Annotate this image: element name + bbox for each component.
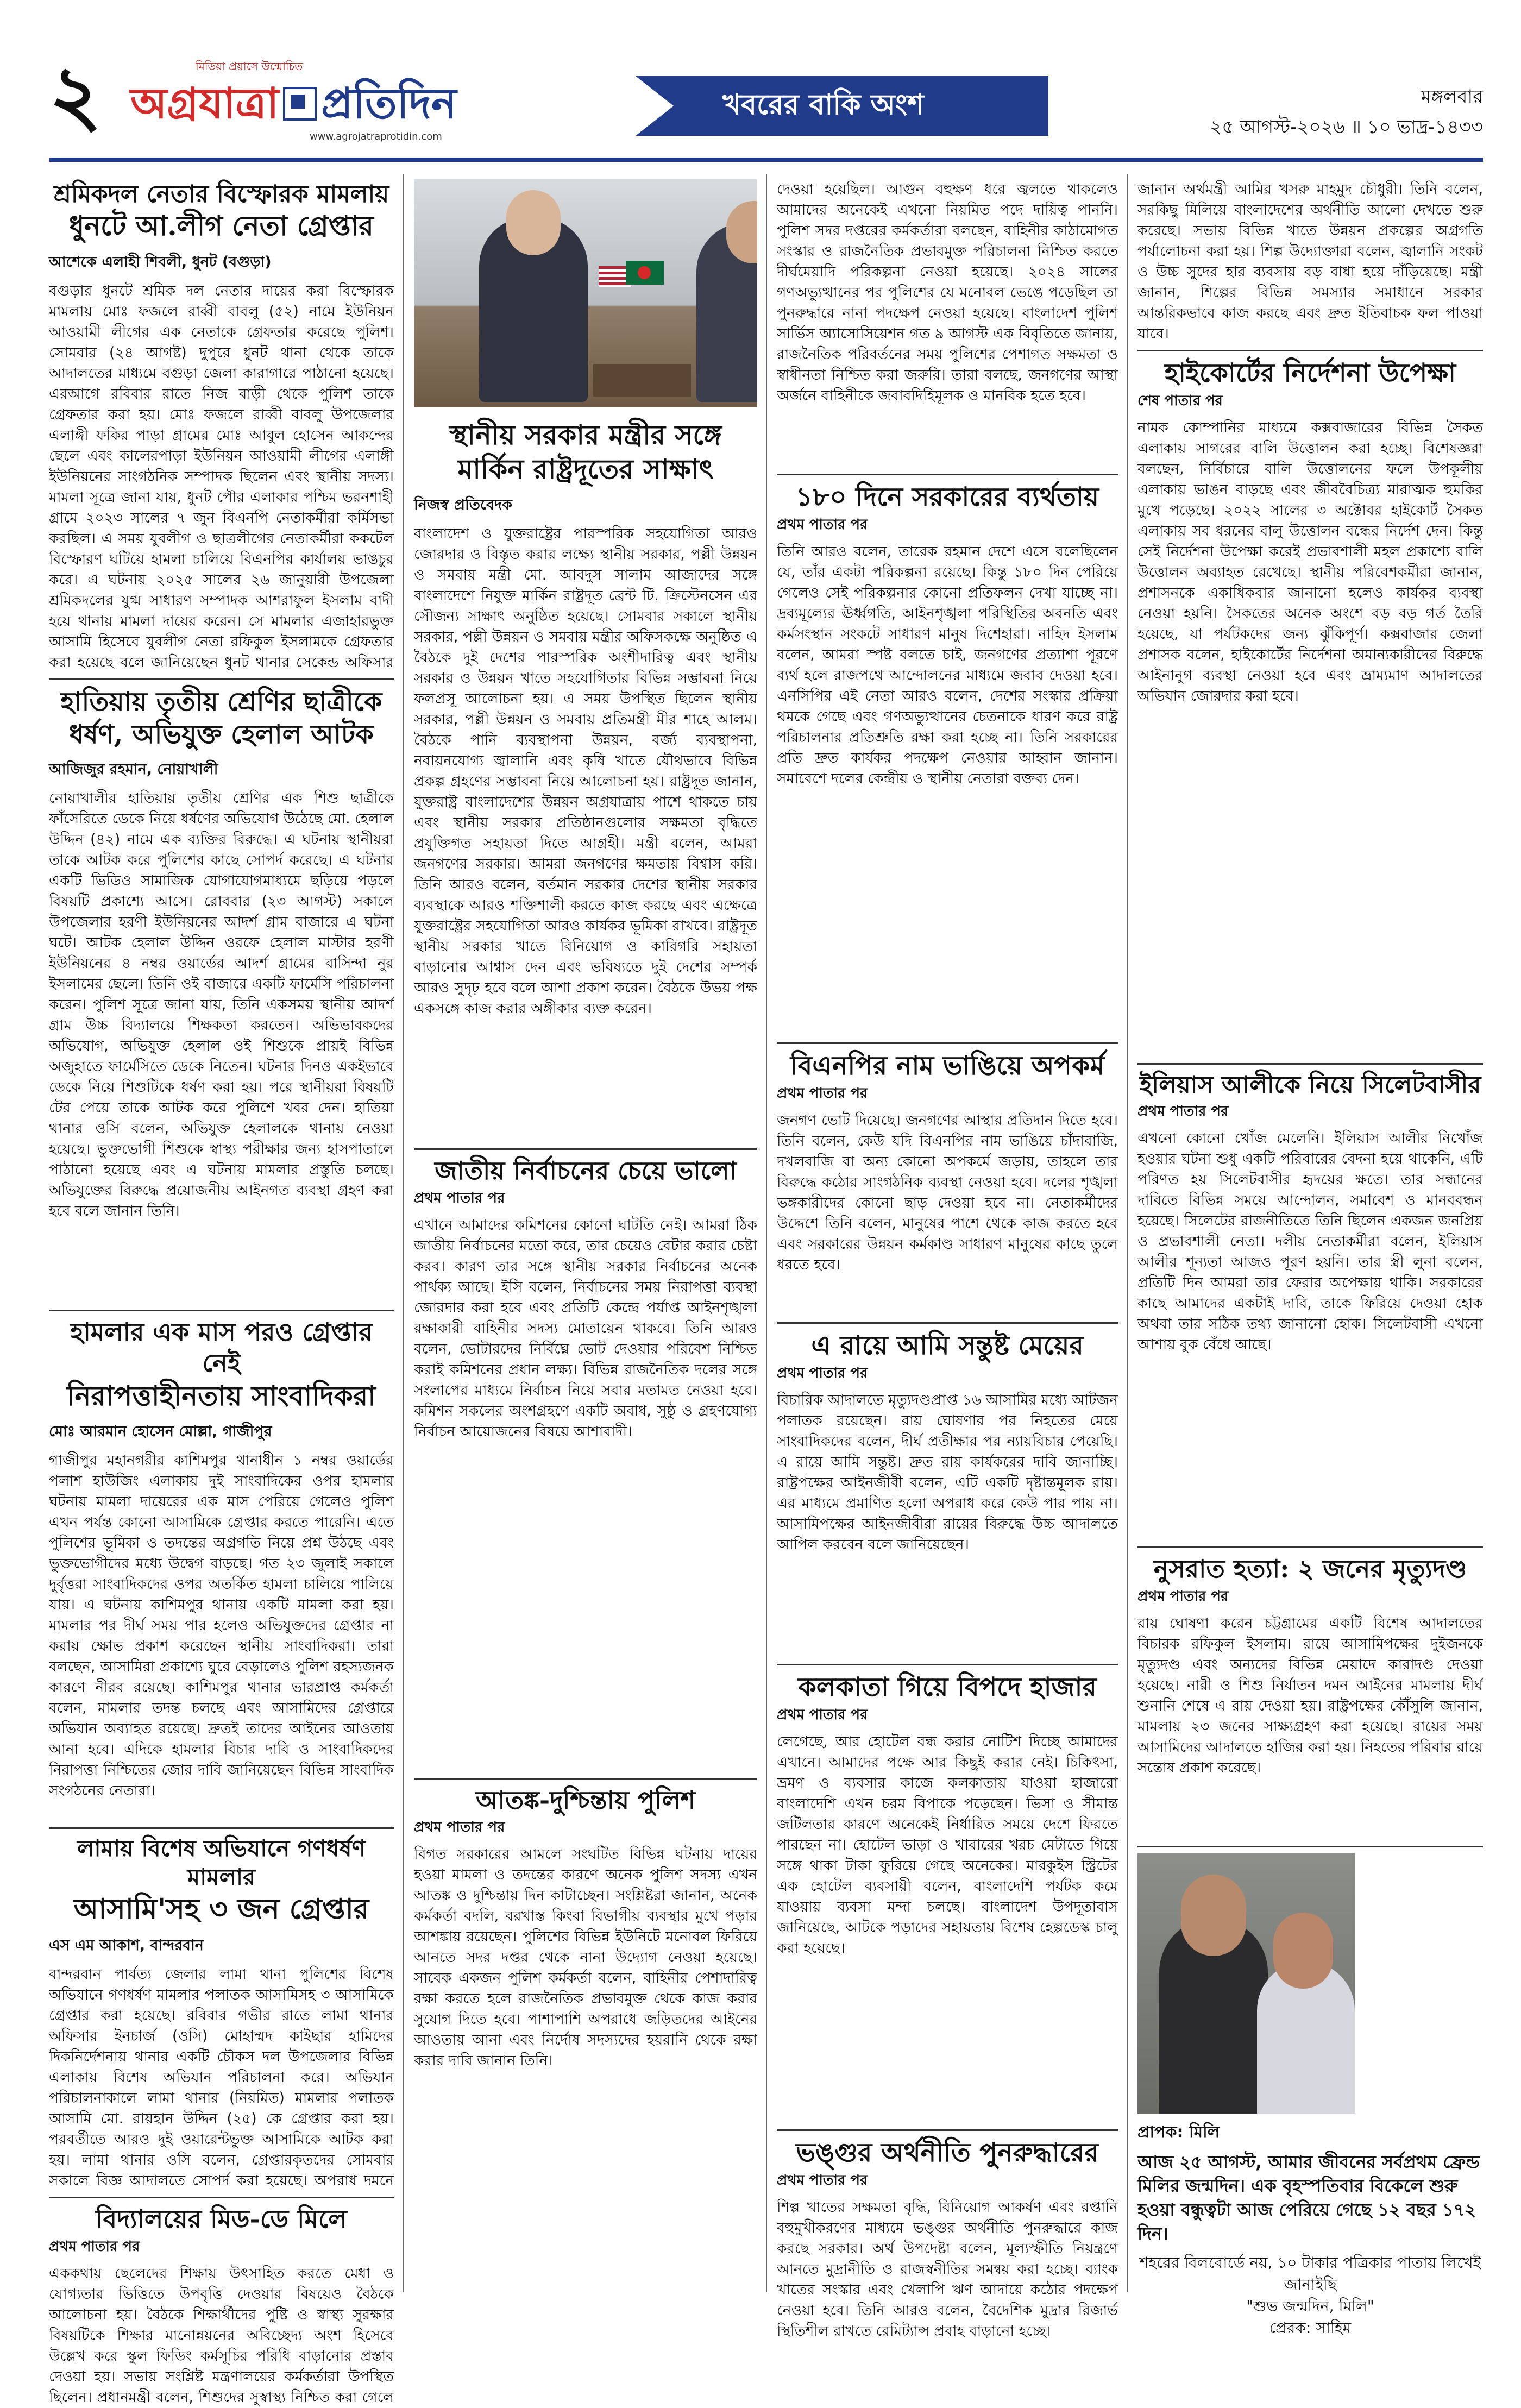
article-labor-leader-case (49, 179, 394, 673)
continued-label: প্রথম পাতার পর (1137, 1588, 1229, 1605)
article-body: নামক কোম্পানির মাধ্যমে কক্সবাজারের বিভিন্ন সৈকত এলাকায় সাগরের বালি উত্তোলন করা হচ্ছে। বিশেষজ্ঞরা বলছেন, নির্বিচারে বালি উত্তোলনের ফলে উপকূলীয় এলাকায় ভাঙন বাড়ছে এবং জীববৈচিত্র্য মারাত্মক হুমকির মুখে পড়েছে। ২০২২ সালের ৩ অক্টোবর হাইকোর্ট সৈকত এলাকায় সব ধরনের বালু উত্তোলন বন্ধের নির্দেশ দেন। কিন্তু সেই নির্দেশনা উপেক্ষা করেই প্রভাবশালী মহল প্রকাশ্যে বালি উত্তোলন অব্যাহত রেখেছে। স্থানীয় পরিবেশকর্মীরা জানান, প্রশাসনকে একাধিকবার জানানো হলেও কার্যকর ব্যবস্থা নেওয়া হয়নি। সৈকতের অনেক অংশে বড় বড় গর্ত তৈরি হয়েছে, যা পর্যটকদের জন্য ঝুঁকিপূর্ণ। কক্সবাজার জেলা প্রশাসক বলেন, হাইকোর্টের নির্দেশনা অমান্যকারীদের বিরুদ্ধে আইনানুগ ব্যবস্থা নেওয়া হবে এবং ভ্রাম্যমাণ আদালতের অভিযান জোরদার করা হবে। (1137, 419, 1483, 705)
article-separator (49, 2197, 394, 2198)
article-body: লেগেছে, আর হোটেল বন্ধ করার নোটিশ দিচ্ছে আমাদের এখানে। আমাদের পক্ষে আর কিছুই করার নেই। চিকিৎসা, ভ্রমণ ও ব্যবসার কাজে কলকাতায় যাওয়া হাজারো বাংলাদেশি এখন চরম বিপাকে পড়েছেন। ভিসা ও সীমান্ত জটিলতার কারণে অনেকেই নির্ধারিত সময়ে দেশে ফিরতে পারছেন না। হোটেল ভাড়া ও খাবারের খরচ মেটাতে গিয়ে সঙ্গে থাকা টাকা ফুরিয়ে গেছে অনেকের। মারকুইস স্ট্রিটের এক হোটেল ব্যবসায়ী বলেন, বাংলাদেশি পর্যটক কমে যাওয়ায় ব্যবসা মন্দা চলছে। বাংলাদেশ উপদূতাবাস জানিয়েছে, আটকে পড়াদের সহায়তায় বিশেষ হেল্পডেস্ক চালু করা হয়েছে। (777, 1733, 1118, 1957)
article-bnp-misdeeds (777, 1049, 1118, 1317)
article-body: বগুড়ার ধুনটে শ্রমিক দল নেতার দায়ের করা বিস্ফোরক মামলায় মোঃ ফজলে রাব্বী বাবলু (৫২) নামে ইউনিয়ন আওয়ামী লীগের এক নেতাকে গ্রেফতার করেছে পুলিশ। সোমবার (২৪ আগষ্ট) দুপুরে ধুনট থানা থেকে তাকে আদালতের মাধ্যমে বগুড়া জেলা কারাগারে পাঠানো হয়েছে। এরআগে রবিবার রাতে নিজ বাড়ী থেকে পুলিশ তাকে গ্রেফতার করা হয়। মোঃ ফজলে রাব্বী বাবলু উপজেলার এলাঙ্গী ফকির পাড়া গ্রামের মোঃ আবুল হোসেন আকন্দের ছেলে এবং কালেরপাড়া ইউনিয়ন আওয়ামী লীগের এলাঙ্গী ইউনিয়নের সাংগঠনিক সম্পাদক ছিলেন এবং স্থানীয় সদস্য। মামলা সূত্রে জানা যায়, ধুনট পৌর এলাকার পশ্চিম ভরনশাহী গ্রামে ২০২৩ সালের ৭ জুন বিএনপি নেতাকর্মীরা কর্মিসভা করছিল। এ সময় যুবলীগ ও ছাত্রলীগের নেতাকর্মীরা ককটেল বিস্ফোরণ ঘটিয়ে হামলা চালিয়ে বিএনপির কার্যালয় ভাঙচুর করে। এ ঘটনায় ২০২৫ সালের ২৬ জানুয়ারী উপজেলা শ্রমিকদলের যুগ্ম সাধারণ সম্পাদক আশরাফুল ইসলাম বাদী হয়ে থানায় মামলা দায়ের করেন। সে মামলার এজাহারভুক্ত আসামি হিসেবে যুবলীগ নেতা রফিকুল ইসলামকে গ্রেফতার করা হয়েছে বলে জানিয়েছেন ধুনট থানার সেকেন্ড অফিসার (49, 282, 394, 671)
article-national-election (414, 1155, 757, 1772)
article-body: বিগত সরকারের আমলে সংঘটিত বিভিন্ন ঘটনায় দায়ের হওয়া মামলা ও তদন্তের কারণে অনেক পুলিশ সদস্য এখন আতঙ্ক ও দুশ্চিন্তায় দিন কাটাচ্ছেন। সংশ্লিষ্টরা জানান, অনেক কর্মকর্তা বদলি, বরখাস্ত কিংবা বিভাগীয় ব্যবস্থার মুখে পড়ার আশঙ্কায় রয়েছেন। পুলিশের বিভিন্ন ইউনিটে মনোবল ফিরিয়ে আনতে সদর দপ্তর থেকে নানা উদ্যোগ নেওয়া হয়েছে। সাবেক একজন পুলিশ কর্মকর্তা বলেন, বাহিনীর পেশাদারিত্ব রক্ষা করতে হলে রাজনৈতিক প্রভাবমুক্ত থেকে কাজ করার সুযোগ দিতে হবে। পাশাপাশি অপরাধে জড়িতদের আইনের আওতায় আনা এবং নির্দোষ সদস্যদের হয়রানি থেকে রক্ষা করার দাবি জানান তিনি। (414, 1846, 757, 2069)
column-divider (403, 174, 404, 2292)
article-economy (777, 2136, 1118, 2404)
wish-text: "শুভ জন্মদিন, মিলি" (1246, 2297, 1374, 2315)
article-body: বান্দরবান পার্বত্য জেলার লামা থানা পুলিশের বিশেষ অভিযানে গণধর্ষণ মামলার পলাতক আসামিসহ ৩ আসামিকে গ্রেপ্তার করা হয়েছে। রবিবার গভীর রাতে লামা থানার অফিসার ইনচার্জ (ওসি) মোহাম্মদ কাইছার হামিদের দিকনির্দেশনায় থানার একটি চৌকস দল উপজেলার বিভিন্ন এলাকায় বিশেষ অভিযান পরিচালনা করে। অভিযান পরিচালনাকালে লামা থানার (নিয়মিত) মামলার পলাতক আসামি মো. রায়হান উদ্দিন (২৫) কে গ্রেপ্তার করা হয়। পরবর্তীতে আরও দুই ওয়ারেন্টভুক্ত আসামিকে আটক করা হয়। লামা থানার ওসি বলেন, গ্রেপ্তারকৃতদের সোমবার সকালে বিজ্ঞ আদালতে সোপর্দ করা হয়েছে। অপরাধ দমনে (49, 1966, 394, 2189)
banner-arrow-icon (636, 76, 674, 136)
table (593, 364, 691, 397)
headline: ভঙ্গুর অর্থনীতি পুনরুদ্ধারের (796, 2137, 1099, 2168)
logo-tagline: মিডিয়া প্রয়াসে উন্মোচিত (196, 60, 303, 73)
article-separator (777, 474, 1118, 475)
byline: এস এম আকাশ, বান্দরবান (49, 1937, 204, 1954)
headline: মার্কিন রাষ্ট্রদূতের সাক্ষাৎ (457, 452, 714, 485)
website-url: www.agrojatraprotidin.com (310, 131, 442, 142)
article-body: নোয়াখালীর হাতিয়ায় তৃতীয় শ্রেণির এক শিশু ছাত্রীকে ফাঁসেরিতে ডেকে নিয়ে ধর্ষণের অভিযোগ উঠেছে মো. হেলাল উদ্দিন (৪২) নামে এক ব্যক্তির বিরুদ্ধে। এ ঘটনায় স্থানীয়রা তাকে আটক করে পুলিশের কাছে সোপর্দ করেছে। এ ঘটনার একটি ভিডিও সামাজিক যোগাযোগমাধ্যমে ছড়িয়ে পড়লে বিষয়টি প্রকাশ্যে আসে। রোববার (২৩ আগস্ট) সকালে উপজেলার হরণী ইউনিয়নের আদর্শ গ্রাম বাজারে এ ঘটনা ঘটে। আটক হেলাল উদ্দিন ওরফে হেলাল মাস্টার হরণী ইউনিয়নের ৪ নম্বর ওয়ার্ডের আদর্শ গ্রামের বাসিন্দা নুর ইসলামের ছেলে। তিনি ওই বাজারে একটি ফার্মেসি পরিচালনা করেন। পুলিশ সূত্রে জানা যায়, তিনি একসময় স্থানীয় আদর্শ গ্রাম উচ্চ বিদ্যালয়ে শিক্ষকতা করতেন। অভিভাবকদের অভিযোগ, অভিযুক্ত হেলাল ওই শিশুকে প্রায়ই বিভিন্ন অজুহাতে ফার্মেসিতে ডেকে নিতেন। ঘটনার দিনও একইভাবে ডেকে নিয়ে শিশুটিকে ধর্ষণ করা হয়। পরে স্থানীয়রা বিষয়টি টের পেয়ে তাকে আটক করে পুলিশে খবর দেন। হাতিয়া থানার ওসি বলেন, অভিযুক্ত হেলালকে থানায় নেওয়া হয়েছে। ভুক্তভোগী শিশুকে স্বাস্থ্য পরীক্ষার জন্য হাসপাতালে পাঠানো হয়েছে এবং এ ঘটনায় মামলার প্রস্তুতি চলছে। অভিযুক্তের বিরুদ্ধে প্রয়োজনীয় আইনগত ব্যবস্থা গ্রহণ করা হবে বলে জানান তিনি। (49, 789, 394, 1219)
article-body: জানান অর্থমন্ত্রী আমির খসরু মাহমুদ চৌধুরী। তিনি বলেন, সরকিছু মিলিয়ে বাংলাদেশের অর্থনীতি আলো দেখতে শুরু করেছে। সভায় বিভিন্ন খাতে উন্নয়ন প্রকল্পের অগ্রগতি পর্যালোচনা করা হয়। শিল্প উদ্যোক্তারা বলেন, জ্বালানি সংকট ও উচ্চ সুদের হার ব্যবসায় বড় বাধা হয়ে দাঁড়িয়েছে। মন্ত্রী জানান, শিল্পের বিভিন্ন সমস্যার সমাধানে সরকার আন্তরিকভাবে কাজ করছে এবং দ্রুত ইতিবাচক ফল পাওয়া যাবে। (1137, 181, 1483, 342)
article-separator (49, 678, 394, 680)
continued-label: শেষ পাতার পর (1137, 393, 1223, 409)
article-separator (1137, 1846, 1483, 1847)
bangladesh-flag-icon (626, 261, 664, 285)
signature: প্রেরক: সাহিম (1269, 2318, 1352, 2337)
article-minister-ambassador (414, 418, 757, 1143)
continued-label: প্রথম পাতার পর (1137, 1103, 1229, 1120)
masthead-rule (49, 158, 1483, 162)
headline: জাতীয় নির্বাচনের চেয়ে ভালো (435, 1156, 737, 1185)
continued-label: প্রথম পাতার পর (777, 2172, 868, 2189)
article-lama-arrest (49, 1834, 394, 2191)
issue-date: ২৫ আগস্ট-২০২৬ ॥ ১০ ভাদ্র-১৪৩৩ (1210, 116, 1483, 138)
article-separator (49, 1310, 394, 1311)
continued-label: প্রথম পাতার পর (777, 1365, 868, 1381)
headline: শ্রমিকদল নেতার বিস্ফোরক মামলায় (53, 180, 389, 208)
article-verdict (777, 1329, 1118, 1658)
article-body: রায় ঘোষণা করেন চট্টগ্রামের একটি বিশেষ আদালতের বিচারক রফিকুল ইসলাম। রায়ে আসামিপক্ষের দুইজনকে মৃত্যুদণ্ড এবং অন্যদের বিভিন্ন মেয়াদে কারাদণ্ড দেওয়া হয়েছে। নারী ও শিশু নির্যাতন দমন আইনের মামলায় দীর্ঘ শুনানি শেষে এ রায় দেওয়া হয়। রাষ্ট্রপক্ষের কৌঁসুলি জানান, মামলায় ২৩ জনের সাক্ষ্যগ্রহণ করা হয়েছে। রায়ের সময় আসামিদের আদালতে হাজির করা হয়। নিহতের পরিবার রায়ে সন্তোষ প্রকাশ করেছে। (1137, 1614, 1483, 1776)
article-separator (777, 1322, 1118, 1324)
headline: ধুনটে আ.লীগ নেতা গ্রেপ্তার (69, 210, 374, 242)
page-number: ২ (49, 47, 102, 143)
column-4 (1137, 179, 1483, 2339)
byline: মোঃ আরমান হোসেন মোল্লা, গাজীপুর (49, 1423, 272, 1440)
column-divider (1127, 174, 1128, 2292)
message-text: আজ ২৫ আগস্ট, আমার জীবনের সর্বপ্রথম ফ্রেন্ড মিলির জন্মদিন। এক বৃহস্পতিবার বিকেলে শুরু হওয়া বন্ধুত্বটা আজ পেরিয়ে গেছে ১২ বছর ১৭২ দিন। (1137, 2151, 1480, 2244)
article-mid-day-meal (49, 2204, 394, 2408)
headline: বিদ্যালয়ের মিড-ডে মিলে (96, 2204, 347, 2234)
article-body: এখানে আমাদের কমিশনের কোনো ঘাটতি নেই। আমরা ঠিক জাতীয় নির্বাচনের মতো করে, তার চেয়েও বেটার করার চেষ্টা করব। কারণ তার সঙ্গে স্থানীয় সরকার নির্বাচনের অনেক পার্থক্য আছে। ইসি বলেন, নির্বাচনের সময় নিরাপত্তা ব্যবস্থা জোরদার করা হবে এবং প্রতিটি কেন্দ্রে পর্যাপ্ত আইনশৃঙ্খলা রক্ষাকারী বাহিনীর সদস্য মোতায়েন থাকবে। তিনি আরও বলেন, ভোটারদের নির্বিঘ্নে ভোট দেওয়ার পরিবেশ নিশ্চিত করাই কমিশনের প্রধান লক্ষ্য। বিভিন্ন রাজনৈতিক দলের সঙ্গে সংলাপের মাধ্যমে নির্বাচন নিয়ে সবার মতামত নেওয়া হবে। কমিশন সকলের অংশগ্রহণে একটি অবাধ, সুষ্ঠু ও গ্রহণযোগ্য নির্বাচন আয়োজনের বিষয়ে আশাবাদী। (414, 1216, 757, 1440)
birthday-notice (1137, 1853, 1483, 2114)
article-body: এখনো কোনো খোঁজ মেলেনি। ইলিয়াস আলীর নিখোঁজ হওয়ার ঘটনা শুধু একটি পরিবারের বেদনা হয়ে থাকেনি, এটি পরিণত হয় সিলেটবাসীর হৃদয়ের ক্ষতে। তার সন্ধানের দাবিতে বিভিন্ন সময়ে আন্দোলন, সমাবেশ ও মানববন্ধন হয়েছে। সিলেটের রাজনীতিতে তিনি ছিলেন একজন জনপ্রিয় ও প্রভাবশালী নেতা। দলীয় নেতাকর্মীরা বলেন, ইলিয়াস আলীর শূন্যতা আজও পূরণ হয়নি। তার স্ত্রী লুনা বলেন, প্রতিটি দিন আমরা তার ফেরার অপেক্ষায় থাকি। সরকারের কাছে আমাদের একটাই দাবি, তাকে ফিরিয়ে দেওয়া হোক অথবা তার সঠিক তথ্য জানানো হোক। সিলেটবাসী এখনো আশায় বুক বেঁধে আছে। (1137, 1130, 1483, 1353)
article-separator (49, 1827, 394, 1829)
logo-part1: অগ্রযাত্রা (130, 79, 279, 128)
column-divider (766, 174, 767, 2292)
section-banner (636, 76, 1048, 136)
article-body: বাংলাদেশ ও যুক্তরাষ্ট্রের পারস্পরিক সহযোগিতা আরও জোরদার ও বিস্তৃত করার লক্ষ্যে স্থানীয় সরকার, পল্লী উন্নয়ন ও সমবায় মন্ত্রী মো. আবদুস সালাম আজাদের সঙ্গে বাংলাদেশে নিযুক্ত মার্কিন রাষ্ট্রদূত ব্রেন্ট টি. ক্রিস্টেনসেন এর সৌজন্য সাক্ষাৎ অনুষ্ঠিত হয়েছে। সোমবার সকালে স্থানীয় সরকার, পল্লী উন্নয়ন ও সমবায় মন্ত্রীর অফিসকক্ষে অনুষ্ঠিত এ বৈঠকে দুই দেশের পারস্পরিক অংশীদারিত্ব এবং স্থানীয় সরকার ও উন্নয়ন খাতে সহযোগিতার বিভিন্ন সম্ভাবনা নিয়ে ফলপ্রসূ আলোচনা হয়। এ সময় উপস্থিত ছিলেন স্থানীয় সরকার, পল্লী উন্নয়ন ও সমবায় প্রতিমন্ত্রী মীর শাহে আলম। বৈঠকে পানি ব্যবস্থাপনা উন্নয়ন, বর্জ্য ব্যবস্থাপনা, নবায়নযোগ্য জ্বালানি এবং কৃষি খাতে যৌথভাবে বিভিন্ন প্রকল্প গ্রহণের সম্ভাবনা নিয়ে আলোচনা হয়। রাষ্ট্রদূত জানান, যুক্তরাষ্ট্র বাংলাদেশের উন্নয়ন অগ্রযাত্রায় পাশে থাকতে চায় এবং স্থানীয় সরকার প্রতিষ্ঠানগুলোর সক্ষমতা বৃদ্ধিতে প্রযুক্তিগত সহায়তা দিতে আগ্রহী। মন্ত্রী বলেন, আমরা জনগণের সরকার। আমরা জনগণের ক্ষমতায় বিশ্বাস করি। তিনি আরও বলেন, বর্তমান সরকার দেশের স্থানীয় সরকার ব্যবস্থাকে আরও শক্তিশালী করতে কাজ করছে এবং এক্ষেত্রে যুক্তরাষ্ট্রের সহযোগিতা আরও কার্যকর ভূমিকা রাখবে। রাষ্ট্রদূত স্থানীয় সরকার খাতে বিনিয়োগ ও কারিগরি সহায়তা বাড়ানোর আশ্বাস দেন এবং ভবিষ্যতে দুই দেশের সম্পর্ক আরও সুদৃঢ় হবে বলে আশা প্রকাশ করেন। বৈঠকে উভয় পক্ষ একসঙ্গে কাজ করার অঙ্গীকার ব্যক্ত করেন। (414, 525, 757, 1017)
byline: আশেকে এলাহী শিবলী, ধুনট (বগুড়া) (49, 253, 272, 271)
headline: ইলিয়াস আলীকে নিয়ে সিলেটবাসীর (1139, 1071, 1481, 1099)
continued-label: প্রথম পাতার পর (49, 2238, 140, 2255)
article-body: দেওয়া হয়েছিল। আগুন বহুক্ষণ ধরে জ্বলতে থাকলেও আমাদের অনেকেই এখনো নিয়মিত পদে দায়িত্ব পাননি। পুলিশ সদর দপ্তরের কর্মকর্তারা বলছেন, বাহিনীর কাঠামোগত সংস্কার ও রাজনৈতিক প্রভাবমুক্ত পরিচালনা নিশ্চিত করতে দীর্ঘমেয়াদি পরিকল্পনা নেওয়া হয়েছে। ২০২৪ সালের গণঅভ্যুত্থানের পর পুলিশের যে মনোবল ভেঙে পড়েছিল তা পুনরুদ্ধারে নানা পদক্ষেপ নেওয়া হয়েছে। বাংলাদেশ পুলিশ সার্ভিস অ্যাসোসিয়েশন গত ৯ আগস্ট এক বিবৃতিতে জানায়, রাজনৈতিক পরিবর্তনের সময় পুলিশের পেশাগত সক্ষমতা ও স্বাধীনতা নিশ্চিত করা জরুরি। তারা বলছে, জনগণের আস্থা অর্জনে বাহিনীকে জবাবদিহিমূলক ও মানবিক হতে হবে। (777, 181, 1118, 404)
article-body: গাজীপুর মহানগরীর কাশিমপুর থানাধীন ১ নম্বর ওয়ার্ডের পলাশ হাউজিং এলাকায় দুই সাংবাদিকের ওপর হামলার ঘটনায় মামলা দায়েরের এক মাস পেরিয়ে গেলেও পুলিশ এখন পর্যন্ত কোনো আসামিকে গ্রেপ্তার করতে পারেনি। এতে পুলিশের ভূমিকা ও তদন্তের অগ্রগতি নিয়ে প্রশ্ন উঠছে এবং ভুক্তভোগীদের মধ্যে উদ্বেগ বাড়ছে। গত ২৩ জুলাই সকালে দুর্বৃত্তরা সাংবাদিকদের ওপর অতর্কিত হামলা চালিয়ে পালিয়ে যায়। এ ঘটনায় কাশিমপুর থানায় একটি মামলা করা হয়। মামলার পর দীর্ঘ সময় পার হলেও অভিযুক্তদের গ্রেপ্তার না করায় ক্ষোভ প্রকাশ করেছেন স্থানীয় সাংবাদিকরা। তারা বলছেন, আসামিরা প্রকাশ্যে ঘুরে বেড়ালেও পুলিশ রহস্যজনক কারণে নীরব রয়েছে। কাশিমপুর থানার ভারপ্রাপ্ত কর্মকর্তা বলেন, মামলার তদন্ত চলছে এবং আসামিদের গ্রেপ্তারে অভিযান অব্যাহত রয়েছে। দ্রুতই তাদের আইনের আওতায় আনা হবে। এদিকে হামলার বিচার দাবি ও সাংবাদিকদের নিরাপত্তা নিশ্চিতের জোর দাবি জানিয়েছেন বিভিন্ন সাংবাদিক সংগঠনের নেতারা। (49, 1452, 394, 1799)
headline: লামায় বিশেষ অভিযানে গণধর্ষণ মামলার (77, 1835, 366, 1890)
article-body: বিচারিক আদালতে মৃত্যুদণ্ডপ্রাপ্ত ১৬ আসামির মধ্যে আটজন পলাতক রয়েছেন। রায় ঘোষণার পর নিহতের মেয়ে সাংবাদিকদের বলেন, দীর্ঘ প্রতীক্ষার পর ন্যায়বিচার পেয়েছি। এ রায়ে আমি সন্তুষ্ট। দ্রুত রায় কার্যকরের দাবি জানাচ্ছি। রাষ্ট্রপক্ষের আইনজীবী বলেন, এটি একটি দৃষ্টান্তমূলক রায়। এর মাধ্যমে প্রমাণিত হলো অপরাধ করে কেউ পার পায় না। আসামিপক্ষের আইনজীবীরা রায়ের বিরুদ্ধে উচ্চ আদালতে আপিল করবেন বলে জানিয়েছেন। (777, 1392, 1118, 1553)
article-journalists (49, 1317, 394, 1822)
continued-label: প্রথম পাতার পর (777, 1707, 868, 1723)
newspaper-logo (130, 59, 543, 146)
continued-label: প্রথম পাতার পর (777, 517, 868, 533)
article-police-anxiety (414, 1785, 757, 2258)
article-hatiya (49, 686, 394, 1304)
article-high-court-ignored (1137, 357, 1483, 1058)
article-separator (1137, 1546, 1483, 1548)
headline: আসামি'সহ ৩ জন গ্রেপ্তার (73, 1893, 369, 1926)
headline: স্থানীয় সরকার মন্ত্রীর সঙ্গে (449, 419, 722, 451)
article-separator (777, 1042, 1118, 1044)
person-head (1273, 1913, 1333, 1989)
headline: হাইকোর্টের নির্দেশনা উপেক্ষা (1164, 358, 1456, 388)
article-nusrat-murder (1137, 1554, 1483, 1840)
headline: হাতিয়ায় তৃতীয় শ্রেণির ছাত্রীকে (60, 686, 382, 717)
banner-text: খবরের বাকি অংশ (722, 88, 924, 121)
article-government-failure (777, 481, 1118, 1037)
column-2 (414, 179, 757, 2257)
dateline (1210, 81, 1483, 142)
person-head (506, 190, 561, 255)
article-separator (777, 2129, 1118, 2131)
meeting-photo (414, 179, 757, 407)
article-body: শিল্প খাতের সক্ষমতা বৃদ্ধি, বিনিয়োগ আকর্ষণ এবং রপ্তানি বহুমুখীকরণের মাধ্যমে ভঙ্গুর অর্থনীতি পুনরুদ্ধারে কাজ করছে সরকার। অর্থ উপদেষ্টা বলেন, মূল্যস্ফীতি নিয়ন্ত্রণে আনতে মুদ্রানীতি ও রাজস্বনীতির সমন্বয় করা হচ্ছে। ব্যাংক খাতের সংস্কার এবং খেলাপি ঋণ আদায়ে কঠোর পদক্ষেপ নেওয়া হবে। তিনি আরও বলেন, বৈদেশিক মুদ্রার রিজার্ভ স্থিতিশীল রাখতে রেমিট্যান্স প্রবাহ বাড়ানো হচ্ছে। (777, 2199, 1118, 2340)
person-head (1181, 1875, 1246, 1956)
issue-day: মঙ্গলবার (1421, 86, 1483, 108)
headline: আতঙ্ক-দুশ্চিন্তায় পুলিশ (476, 1785, 695, 1815)
byline: আজিজুর রহমান, নোয়াখালী (49, 760, 218, 778)
logo-seal-icon (283, 87, 317, 121)
headline: ১৮০ দিনে সরকারের ব্যর্থতায় (795, 482, 1099, 512)
birthday-message (1137, 2119, 1483, 2339)
headline: বিএনপির নাম ভাঙিয়ে অপকর্ম (790, 1051, 1105, 1081)
column-3 (777, 179, 1118, 2404)
byline: নিজস্ব প্রতিবেদক (414, 496, 512, 513)
recipient-line: প্রাপক: মিলি (1137, 2122, 1220, 2142)
tagline-text: শহরের বিলবোর্ডে নয়, ১০ টাকার পত্রিকার পাতায় লিখেই জানাইছি (1139, 2253, 1481, 2293)
article-body: এককথায় ছেলেদের শিক্ষায় উৎসাহিত করতে মেধা ও যোগ্যতার ভিত্তিতে উপবৃত্তি দেওয়ার বিষয়েও বৈঠকে আলোচনা হয়। বৈঠকে শিক্ষার্থীদের পুষ্টি ও স্বাস্থ্য সুরক্ষার বিষয়টিকে শিক্ষার মানোন্নয়নের অবিচ্ছেদ্য অংশ হিসেবে উল্লেখ করে স্কুল ফিডিং কর্মসূচির পরিধি বাড়ানোর প্রস্তাব দেওয়া হয়। সভায় সংশ্লিষ্ট মন্ত্রণালয়ের কর্মকর্তারা উপস্থিত ছিলেন। প্রধানমন্ত্রী বলেন, শিশুদের সুস্বাস্থ্য নিশ্চিত করা গেলে (49, 2265, 394, 2406)
logo-part2: প্রতিদিন (321, 79, 457, 128)
article-separator (414, 1778, 757, 1780)
article-separator (1137, 350, 1483, 351)
article-ilias-ali (1137, 1070, 1483, 1541)
headline: হামলার এক মাস পরও গ্রেপ্তার নেই (70, 1317, 373, 1378)
article-body: জনগণ ভোট দিয়েছে। জনগণের আস্থার প্রতিদান দিতে হবে। তিনি বলেন, কেউ যদি বিএনপির নাম ভাঙিয়ে চাঁদাবাজি, দখলবাজি বা অন্য কোনো অপকর্মে জড়ায়, তাহলে তার বিরুদ্ধে কঠোর সাংগঠনিক ব্যবস্থা নেওয়া হবে। দলের শৃঙ্খলা ভঙ্গকারীদের কোনো ছাড় দেওয়া হবে না। নেতাকর্মীদের উদ্দেশে তিনি বলেন, মানুষের পাশে থেকে কাজ করতে হবে এবং সরকারের উন্নয়ন কর্মকাণ্ড সাধারণ মানুষের কাছে তুলে ধরতে হবে। (777, 1112, 1118, 1273)
article-separator (1137, 1063, 1483, 1065)
friends-photo (1137, 1853, 1355, 2114)
article-separator (777, 1664, 1118, 1665)
article-separator (414, 1148, 757, 1150)
headline: নিরাপত্তাহীনতায় সাংবাদিকরা (67, 1379, 376, 1412)
headline: ধর্ষণ, অভিযুক্ত হেলাল আটক (69, 719, 374, 750)
article-body: তিনি আরও বলেন, তারেক রহমান দেশে এসে বলেছিলেন যে, তাঁর একটা পরিকল্পনা রয়েছে। কিন্তু ১৮০ দিন পেরিয়ে গেলেও সেই পরিকল্পনার কোনো প্রতিফলন দেখা যাচ্ছে না। দ্রব্যমূল্যের ঊর্ধ্বগতি, আইনশৃঙ্খলা পরিস্থিতির অবনতি এবং কর্মসংস্থান সংকটে সাধারণ মানুষ দিশেহারা। নাহিদ ইসলাম বলেন, আমরা স্পষ্ট বলতে চাই, জনগণের প্রত্যাশা পূরণে ব্যর্থ হলে রাজপথে আন্দোলনের মাধ্যমে জবাব দেওয়া হবে। এনসিপির এই নেতা আরও বলেন, দেশের সংস্কার প্রক্রিয়া থমকে গেছে এবং গণঅভ্যুত্থানের চেতনাকে ধারণ করে রাষ্ট্র পরিচালনার প্রতিশ্রুতি রক্ষা করা হচ্ছে না। তিনি সরকারের প্রতি দ্রুত কার্যকর পদক্ষেপ নেওয়ার আহ্বান জানান। সমাবেশে দলের কেন্দ্রীয় ও স্থানীয় নেতারা বক্তব্য দেন। (777, 543, 1118, 787)
continued-label: প্রথম পাতার পর (777, 1085, 868, 1102)
masthead (49, 43, 1483, 163)
headline: কলকাতা গিয়ে বিপদে হাজার (798, 1672, 1097, 1702)
headline: এ রায়ে আমি সন্তুষ্ট মেয়ের (811, 1330, 1084, 1361)
column-1 (49, 179, 394, 2408)
continued-label: প্রথম পাতার পর (414, 1819, 505, 1835)
headline: নুসরাত হত্যা: ২ জনের মৃত্যুদণ্ড (1153, 1554, 1467, 1583)
article-kolkata (777, 1671, 1118, 2124)
continued-label: প্রথম পাতার পর (414, 1190, 505, 1206)
